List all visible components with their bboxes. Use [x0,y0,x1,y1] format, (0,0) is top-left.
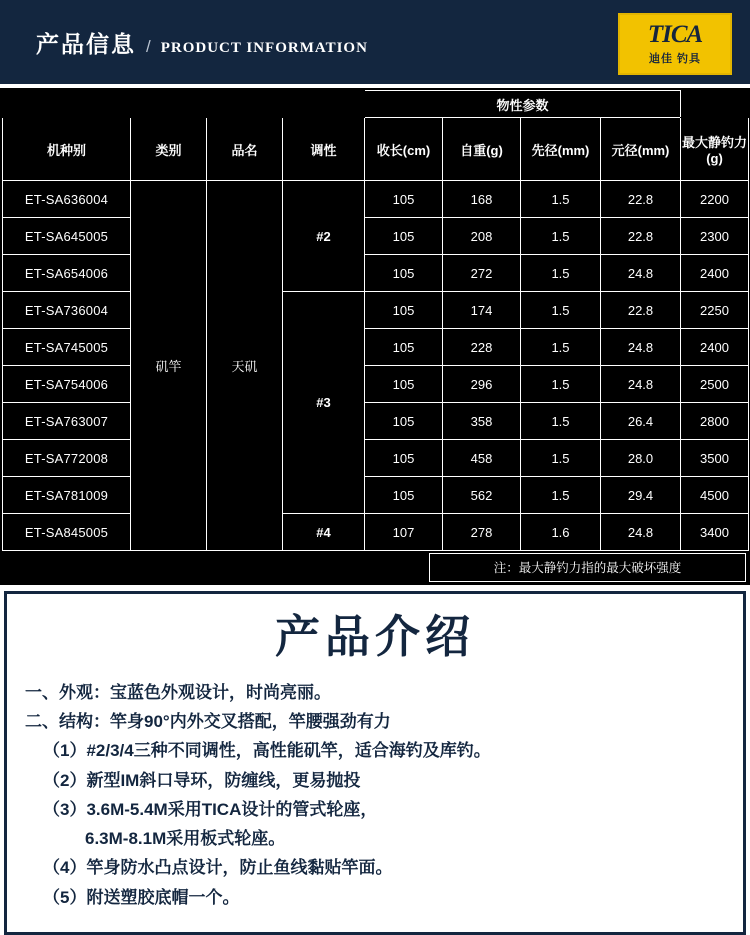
table-row [3,218,749,255]
cell-model: ET-SA654006 [3,255,131,292]
cell-model: ET-SA763007 [3,403,131,440]
cell-max-static-power: 2250 [681,292,749,329]
col-header-max-static-power: 最大静钓力(g) [681,118,749,181]
cell-weight: 296 [443,366,521,403]
group-header-physical: 物性参数 [365,91,681,118]
intro-line-2: （2）新型IM斜口导环，防缠线，更易抛投 [43,770,361,790]
cell-tip-diameter: 1.5 [521,218,601,255]
col-header-model: 机种别 [3,118,131,181]
cell-closed-length: 105 [365,218,443,255]
cell-max-static-power: 2200 [681,181,749,218]
cell-butt-diameter: 24.8 [601,255,681,292]
col-header-closed-length: 收长(cm) [365,118,443,181]
cell-action-4: #4 [283,514,365,551]
cell-weight: 458 [443,440,521,477]
intro-line-3: （3）3.6M-5.4M采用TICA设计的管式轮座， [43,799,378,819]
cell-weight: 174 [443,292,521,329]
cell-action-3: #3 [283,292,365,514]
table-row [3,366,749,403]
intro-title: 产品介绍 [274,611,475,662]
cell-max-static-power: 2800 [681,403,749,440]
cell-closed-length: 105 [365,255,443,292]
cell-action-2: #2 [283,181,365,292]
cell-weight: 562 [443,477,521,514]
cell-closed-length: 105 [365,292,443,329]
table-row [3,514,749,551]
table-row [3,477,749,514]
table-row [3,403,749,440]
cell-closed-length: 105 [365,440,443,477]
cell-butt-diameter: 22.8 [601,292,681,329]
cell-closed-length: 105 [365,403,443,440]
col-header-tip-diameter: 先径(mm) [521,118,601,181]
intro-line-4: （4）竿身防水凸点设计，防止鱼线黏贴竿面。 [43,858,393,878]
logo-subtext: 迪佳 钓具 [648,53,702,65]
cell-model: ET-SA745005 [3,329,131,366]
cell-butt-diameter: 24.8 [601,514,681,551]
intro-line-structure: 二、结构：竿身90°内外交叉搭配，竿腰强劲有力 [25,712,391,732]
cell-model: ET-SA772008 [3,440,131,477]
cell-butt-diameter: 26.4 [601,403,681,440]
cell-model: ET-SA781009 [3,477,131,514]
product-intro-section [4,591,746,935]
cell-closed-length: 107 [365,514,443,551]
cell-tip-diameter: 1.5 [521,255,601,292]
cell-model: ET-SA845005 [3,514,131,551]
cell-tip-diameter: 1.5 [521,403,601,440]
col-header-weight: 自重(g) [443,118,521,181]
table-group-header-row [3,91,749,118]
cell-weight: 278 [443,514,521,551]
col-header-product-name: 品名 [207,118,283,181]
spec-table [2,90,749,551]
cell-tip-diameter: 1.5 [521,477,601,514]
cell-butt-diameter: 24.8 [601,366,681,403]
cell-weight: 272 [443,255,521,292]
cell-weight: 228 [443,329,521,366]
cell-weight: 208 [443,218,521,255]
cell-category: 矶竿 [131,181,207,551]
table-row [3,440,749,477]
cell-model: ET-SA736004 [3,292,131,329]
cell-model: ET-SA636004 [3,181,131,218]
col-header-action: 调性 [283,118,365,181]
table-note-row [2,551,748,585]
cell-max-static-power: 2500 [681,366,749,403]
page-title-en: PRODUCT INFORMATION [160,39,368,56]
cell-closed-length: 105 [365,477,443,514]
cell-butt-diameter: 22.8 [601,181,681,218]
cell-tip-diameter: 1.6 [521,514,601,551]
cell-tip-diameter: 1.5 [521,329,601,366]
table-header-row [3,118,749,181]
intro-line-appearance: 一、外观：宝蓝色外观设计，时尚亮丽。 [25,683,331,702]
cell-max-static-power: 3400 [681,514,749,551]
cell-butt-diameter: 22.8 [601,218,681,255]
cell-butt-diameter: 29.4 [601,477,681,514]
cell-butt-diameter: 24.8 [601,329,681,366]
table-row [3,329,749,366]
cell-tip-diameter: 1.5 [521,366,601,403]
cell-max-static-power: 2400 [681,329,749,366]
table-row [3,181,749,218]
intro-line-1: （1）#2/3/4三种不同调性，高性能矶竿，适合海钓及库钓。 [43,741,491,761]
table-row [3,255,749,292]
cell-butt-diameter: 28.0 [601,440,681,477]
cell-tip-diameter: 1.5 [521,292,601,329]
cell-product-name: 天矶 [207,181,283,551]
cell-max-static-power: 3500 [681,440,749,477]
cell-tip-diameter: 1.5 [521,440,601,477]
intro-list [25,678,743,912]
logo-wordmark: TICA [647,21,703,48]
cell-max-static-power: 2400 [681,255,749,292]
cell-closed-length: 105 [365,329,443,366]
table-row [3,292,749,329]
cell-weight: 358 [443,403,521,440]
cell-model: ET-SA754006 [3,366,131,403]
brand-logo [618,13,732,75]
intro-line-5: （5）附送塑胶底帽一个。 [43,887,240,907]
header-title-group [36,26,368,59]
col-header-category: 类别 [131,118,207,181]
cell-tip-diameter: 1.5 [521,181,601,218]
cell-model: ET-SA645005 [3,218,131,255]
title-separator: / [146,36,151,56]
cell-max-static-power: 4500 [681,477,749,514]
cell-closed-length: 105 [365,181,443,218]
page-title: 产品信息 [36,30,136,57]
intro-line-3b: 6.3M-8.1M采用板式轮座。 [85,829,286,849]
col-header-butt-diameter: 元径(mm) [601,118,681,181]
cell-max-static-power: 2300 [681,218,749,255]
spec-table-container [0,88,750,585]
cell-closed-length: 105 [365,366,443,403]
page-header [0,0,750,88]
table-note: 注：最大静钓力指的最大破坏强度 [429,553,746,582]
cell-weight: 168 [443,181,521,218]
